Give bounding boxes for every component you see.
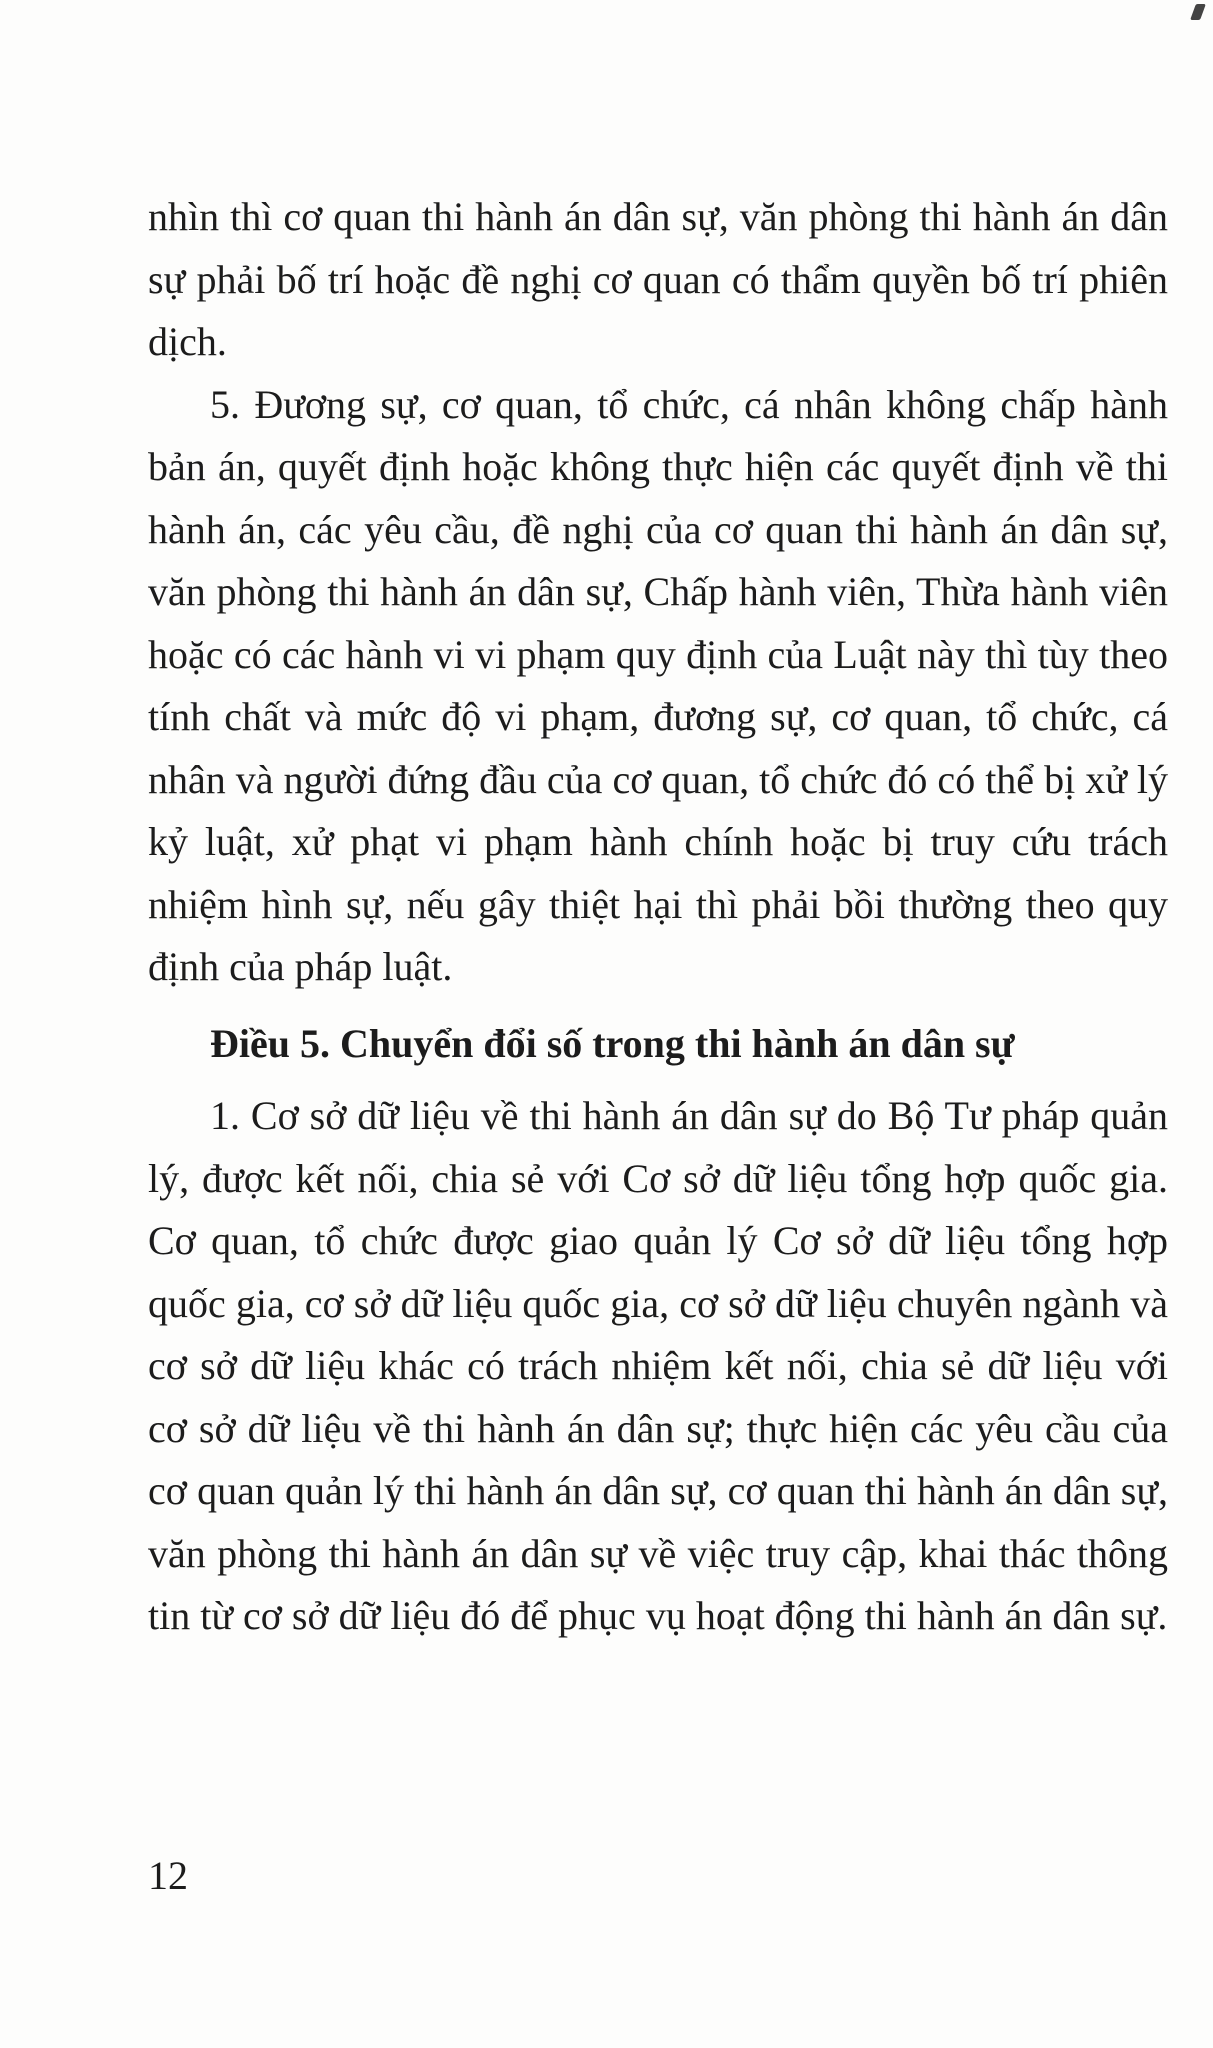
article-heading: Điều 5. Chuyển đổi số trong thi hành án dân sự bbox=[210, 1020, 1015, 1066]
body-text bbox=[148, 186, 1168, 1648]
paragraph-continuation: nhìn thì cơ quan thi hành án dân sự, văn phòng thi hành án dân sự phải bố trí hoặc đề nghị cơ quan có thẩm quyền bố trí phiên dịch. bbox=[148, 194, 1168, 364]
page-number: 12 bbox=[148, 1853, 188, 1898]
corner-ink-mark bbox=[1190, 4, 1206, 20]
paragraph-article-clause-1: 1. Cơ sở dữ liệu về thi hành án dân sự do Bộ Tư pháp quản lý, được kết nối, chia sẻ với Cơ sở dữ liệu tổng hợp quốc gia. Cơ quan, tổ chức được giao quản lý Cơ sở dữ liệu tổng hợp quốc gia, cơ sở dữ liệu quốc gia, cơ sở dữ liệu chuyên ngành và cơ sở dữ liệu khác có trách nhiệm kết nối, chia sẻ dữ liệu với cơ sở dữ liệu về thi hành án dân sự; thực hiện các yêu cầu của cơ quan quản lý thi hành án dân sự, cơ quan thi hành án dân sự, văn phòng thi hành án dân sự về việc truy cập, khai thác thông tin từ cơ sở dữ liệu đó để phục vụ hoạt động thi hành án dân sự. bbox=[148, 1093, 1168, 1638]
paragraph-clause-5: 5. Đương sự, cơ quan, tổ chức, cá nhân không chấp hành bản án, quyết định hoặc không thực hiện các quyết định về thi hành án, các yêu cầu, đề nghị của cơ quan thi hành án dân sự, văn phòng thi hành án dân sự, Chấp hành viên, Thừa hành viên hoặc có các hành vi vi phạm quy định của Luật này thì tùy theo tính chất và mức độ vi phạm, đương sự, cơ quan, tổ chức, cá nhân và người đứng đầu của cơ quan, tổ chức đó có thể bị xử lý kỷ luật, xử phạt vi phạm hành chính hoặc bị truy cứu trách nhiệm hình sự, nếu gây thiệt hại thì phải bồi thường theo quy định của pháp luật. bbox=[148, 381, 1168, 989]
